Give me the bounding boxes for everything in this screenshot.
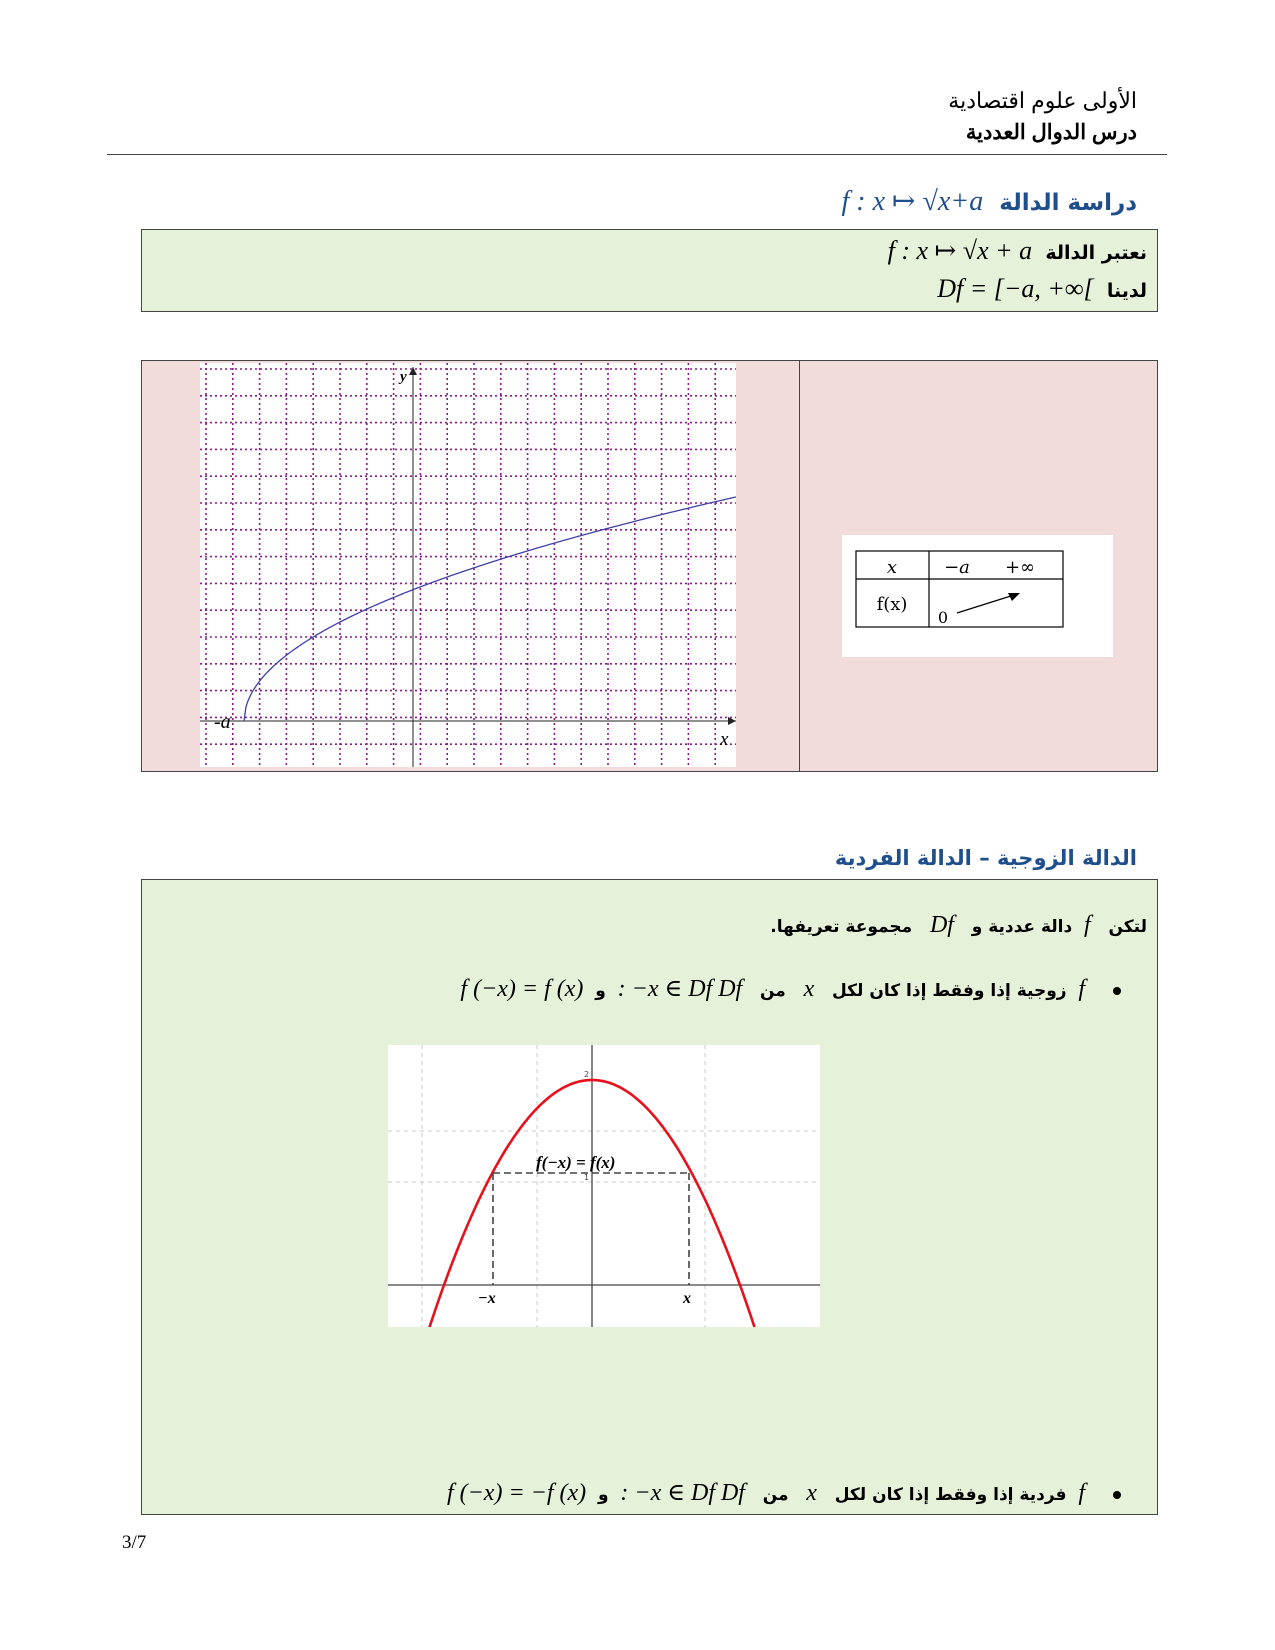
- odd-text-3: و: [597, 1485, 609, 1505]
- even-text-1: زوجية إذا وفقط إذا كان لكل: [831, 981, 1067, 1001]
- pos-x-label: x: [683, 1290, 691, 1307]
- parity-box: [141, 879, 1158, 1515]
- graph-background: [200, 363, 736, 767]
- variation-arrow: [957, 595, 1014, 613]
- variation-arrow-head: [1008, 593, 1020, 601]
- variation-table-x-label: x: [886, 557, 898, 578]
- odd-condition: : −x ∈ Df: [620, 1480, 716, 1506]
- graph-box: [141, 360, 1158, 772]
- tick-2-label: 2: [584, 1070, 590, 1079]
- odd-f: f: [1078, 1480, 1086, 1506]
- odd-df: Df: [720, 1480, 745, 1506]
- variation-table-start-value: 0: [937, 608, 949, 627]
- definition-line1-formula: f : x ↦ √x + a: [887, 236, 1033, 265]
- x-axis-label: x: [720, 729, 729, 750]
- even-text-3: و: [595, 981, 606, 1001]
- section2-title: الدالة الزوجية – الدالة الفردية: [834, 846, 1137, 870]
- even-df: Df: [718, 976, 743, 1002]
- intro-text-2: دالة عددية و: [971, 917, 1073, 937]
- header-divider: [107, 154, 1167, 155]
- odd-x: x: [806, 1480, 817, 1506]
- symmetry-equation-label: f(−x) = f(x): [536, 1153, 616, 1172]
- even-condition: : −x ∈ Df: [617, 976, 713, 1002]
- even-equation: f (−x) = f (x): [460, 976, 584, 1002]
- variation-table: [842, 535, 1113, 657]
- section1-title-text: دراسة الدالة: [999, 190, 1137, 216]
- intro-df: Df: [929, 912, 954, 938]
- parity-intro: [770, 912, 1147, 939]
- even-x: x: [803, 976, 815, 1002]
- intro-text-1: لتكن: [1108, 917, 1147, 937]
- tick-1-label: 1: [584, 1173, 590, 1182]
- variation-table-fx-label: f(x): [876, 594, 908, 615]
- odd-text-1: فردية إذا وفقط إذا كان لكل: [834, 1485, 1067, 1505]
- bullet-dot-icon: [1113, 1491, 1121, 1499]
- odd-text-2: من: [762, 1485, 789, 1505]
- sqrt-graph: [200, 363, 736, 767]
- odd-definition: [447, 1478, 1147, 1507]
- definition-line2-text: لدينا: [1106, 280, 1147, 302]
- even-text-2: من: [759, 981, 786, 1001]
- odd-equation: f (−x) = −f (x): [446, 1480, 587, 1506]
- variation-table-start: −a: [944, 557, 970, 578]
- graph-box-divider: [799, 361, 800, 771]
- domain-formula: Df = [−a, +∞[: [937, 274, 1094, 303]
- minus-a-label: -a: [214, 711, 231, 733]
- page-number: 3/7: [122, 1532, 147, 1553]
- y-axis-label: y: [400, 369, 407, 385]
- variation-table-panel: [842, 535, 1113, 657]
- neg-x-label: −x: [478, 1290, 496, 1307]
- header-level: الأولى علوم اقتصادية: [948, 88, 1137, 113]
- even-function-figure: [388, 1045, 820, 1327]
- definition-line1-text: نعتبر الدالة: [1045, 242, 1147, 264]
- intro-f: f: [1084, 912, 1091, 938]
- section1-title: [842, 184, 1137, 218]
- definition-line1: [888, 236, 1147, 266]
- header-lesson-title: درس الدوال العددية: [965, 121, 1137, 144]
- bullet-dot-icon: [1113, 987, 1121, 995]
- even-definition: [460, 974, 1147, 1003]
- variation-table-end: +∞: [1004, 557, 1036, 578]
- even-f: f: [1078, 976, 1086, 1002]
- definition-line2: [937, 274, 1147, 304]
- definition-box: [141, 229, 1158, 312]
- intro-text-3: مجموعة تعريفها.: [770, 917, 913, 937]
- section1-title-formula: f : x ↦ √x+a: [841, 186, 984, 217]
